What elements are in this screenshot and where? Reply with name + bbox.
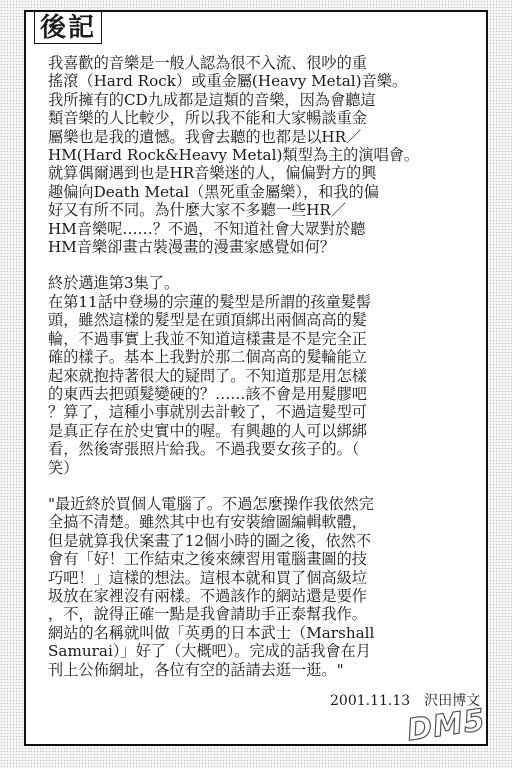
text-line: 網站的名稱就叫做「英勇的日本武士（Marshall xyxy=(48,623,375,642)
text-line: 屬樂也是我的遺憾。我會去聽的也都是以HR／ xyxy=(48,127,362,146)
paragraph-1 xyxy=(48,54,468,256)
paragraph-2 xyxy=(48,274,468,476)
text-line: 的東西去把頭髮變硬的？……該不會是用髮膠吧 xyxy=(48,384,367,403)
text-line: 起來就抱持著很大的疑問了。不知道那是用怎樣 xyxy=(48,366,367,385)
text-line: 我喜歡的音樂是一般人認為很不入流、很吵的重 xyxy=(48,54,367,72)
text-line: HM音樂卻畫古裝漫畫的漫畫家感覺如何？ xyxy=(48,238,335,257)
text-line: 是真正存在於史實中的喔。有興趣的人可以綁綁 xyxy=(48,421,367,440)
watermark-text: DM5 xyxy=(404,702,488,748)
text-line: 趣偏向Death Metal（黑死重金屬樂），和我的偏 xyxy=(48,182,379,201)
text-line: 類音樂的人比較少，所以我不能和大家暢談重金 xyxy=(48,109,367,128)
text-line: HM音樂呢……？不過，不知道社會大眾對於聽 xyxy=(48,219,366,238)
text-line: 輪，不過事實上我並不知道這樣畫是不是完全正 xyxy=(48,329,367,348)
text-line: 搖滾（Hard Rock）或重金屬(Heavy Metal)音樂。 xyxy=(48,72,408,91)
text-line: HM(Hard Rock&Heavy Metal)類型為主的演唱會。 xyxy=(48,146,420,165)
text-line: 笑） xyxy=(48,458,79,477)
text-line: 但是就算我伏案畫了12個小時的圖之後，依然不 xyxy=(48,531,372,550)
text-line: 在第11話中登場的宗蓮的髮型是所謂的孩童髮髻 xyxy=(48,292,372,311)
text-line: 終於邁進第3集了。 xyxy=(48,274,180,293)
text-line: ？算了，這種小事就別去計較了，不過這髮型可 xyxy=(48,403,367,422)
title-box xyxy=(34,11,102,44)
text-line: 巧吧！」這樣的想法。這根本就和買了個高級垃 xyxy=(48,568,367,587)
author-signature: 2001.11.13 沢田博文 xyxy=(330,693,481,709)
text-line: 就算偶爾遇到也是HR音樂迷的人，偏偏對方的興 xyxy=(48,164,377,183)
text-line: 圾放在家裡沒有兩樣。不過該作的網站還是要作 xyxy=(48,586,367,605)
page-title: 後記 xyxy=(39,12,96,43)
text-line: 會有「好！工作結束之後來練習用電腦畫圖的技 xyxy=(48,550,367,569)
site-watermark xyxy=(392,694,500,756)
text-line: Samurai）」好了（大概吧）。完成的話我會在月 xyxy=(48,642,371,661)
text-line: 好又有所不同。為什麼大家不多聽一些HR／ xyxy=(48,201,347,220)
text-line: 我所擁有的CD九成都是這類的音樂，因為會聽這 xyxy=(48,90,376,109)
afterword-content xyxy=(48,54,468,679)
text-line: 確的樣子。基本上我對於那二個高高的髮輪能立 xyxy=(48,348,367,367)
text-line: ，不，說得正確一點是我會請助手正泰幫我作。 xyxy=(48,605,367,624)
paragraph-gap xyxy=(48,477,468,495)
text-line: 看，然後寄張照片給我。不過我要女孩子的。（ xyxy=(48,440,360,459)
text-line: 頭，雖然這樣的髮型是在頭頂綁出兩個高高的髮 xyxy=(48,311,367,330)
paragraph-3 xyxy=(48,495,468,679)
paragraph-gap xyxy=(48,256,468,274)
text-line: "最近終於買個人電腦了。不過怎麼操作我依然完 xyxy=(48,494,374,513)
text-line: 全搞不清楚。雖然其中也有安裝繪圖編輯軟體， xyxy=(48,513,367,532)
text-line: 刊上公佈網址，各位有空的話請去逛一逛。" xyxy=(48,660,344,679)
